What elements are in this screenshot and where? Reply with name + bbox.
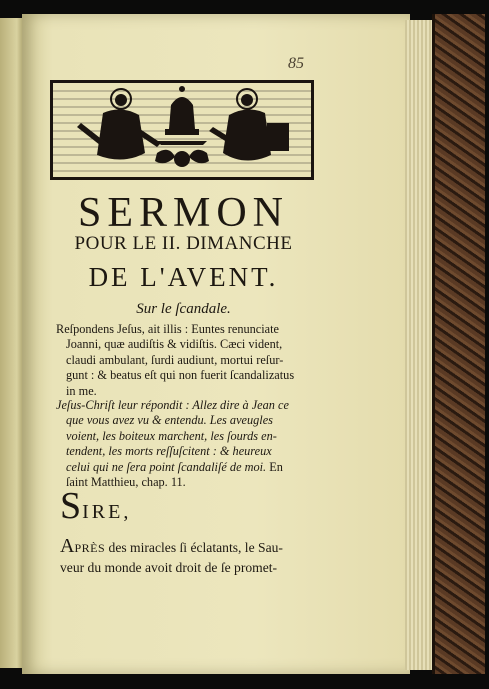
latin-line: gunt : & beatus eſt qui non fuerit ſcandalizatus: [66, 368, 295, 383]
sermon-title-line2: POUR LE II. DIMANCHE: [74, 233, 293, 254]
page-block-edges: [405, 20, 435, 670]
salutation: [60, 484, 131, 528]
latin-epigraph: [56, 322, 294, 399]
facing-page-edge: [0, 18, 24, 668]
body-line-text: des miracles ſi éclatants, le Sau-: [105, 540, 283, 555]
scripture-reference: ſaint Matthieu, chap. 11.: [66, 475, 186, 490]
sermon-title-line3: DE L'AVENT.: [88, 262, 279, 292]
latin-line: claudi ambulant, ſurdi audiunt, mortui reſur-: [66, 352, 284, 367]
sermon-subtitle: Sur le ſcandale.: [136, 301, 231, 317]
headpiece-engraving-image: [53, 83, 311, 177]
body-line: veur du monde avoit droit de ſe promet-: [60, 560, 278, 575]
page-number: 85: [288, 55, 304, 72]
french-line: voient, les boiteux marchent, les ſourds en-: [66, 428, 277, 443]
salutation-rest: IRE,: [82, 501, 132, 523]
french-line-with-reference: [56, 460, 289, 475]
scripture-reference-start: En: [269, 459, 283, 474]
sermon-title: SERMON: [77, 190, 290, 236]
french-line: tendent, les morts reſſuſcitent : & heureux: [66, 444, 272, 459]
french-line: Jeſus-Chriſt leur répondit : Allez dire à Jean ce: [56, 398, 289, 412]
latin-line: Reſpondens Jeſus, ait illis : Euntes renunciate: [56, 322, 280, 336]
french-translation: [56, 398, 289, 490]
french-line: celui qui ne ſera point ſcandaliſé de moi.: [66, 459, 267, 474]
latin-line: Joanni, quæ audiſtis & vidiſtis. Cæci vident,: [66, 337, 283, 352]
salutation-initial: S: [60, 485, 83, 527]
small-caps-word: PRÈS: [74, 541, 106, 555]
engraved-headpiece: [50, 80, 314, 180]
french-line: que vous avez vu & entendu. Les aveugles: [66, 413, 273, 428]
marbled-cover: [432, 14, 485, 674]
drop-initial: A: [60, 535, 75, 557]
latin-line: in me.: [66, 383, 97, 398]
sermon-body: [60, 536, 283, 578]
body-line: [60, 536, 283, 558]
